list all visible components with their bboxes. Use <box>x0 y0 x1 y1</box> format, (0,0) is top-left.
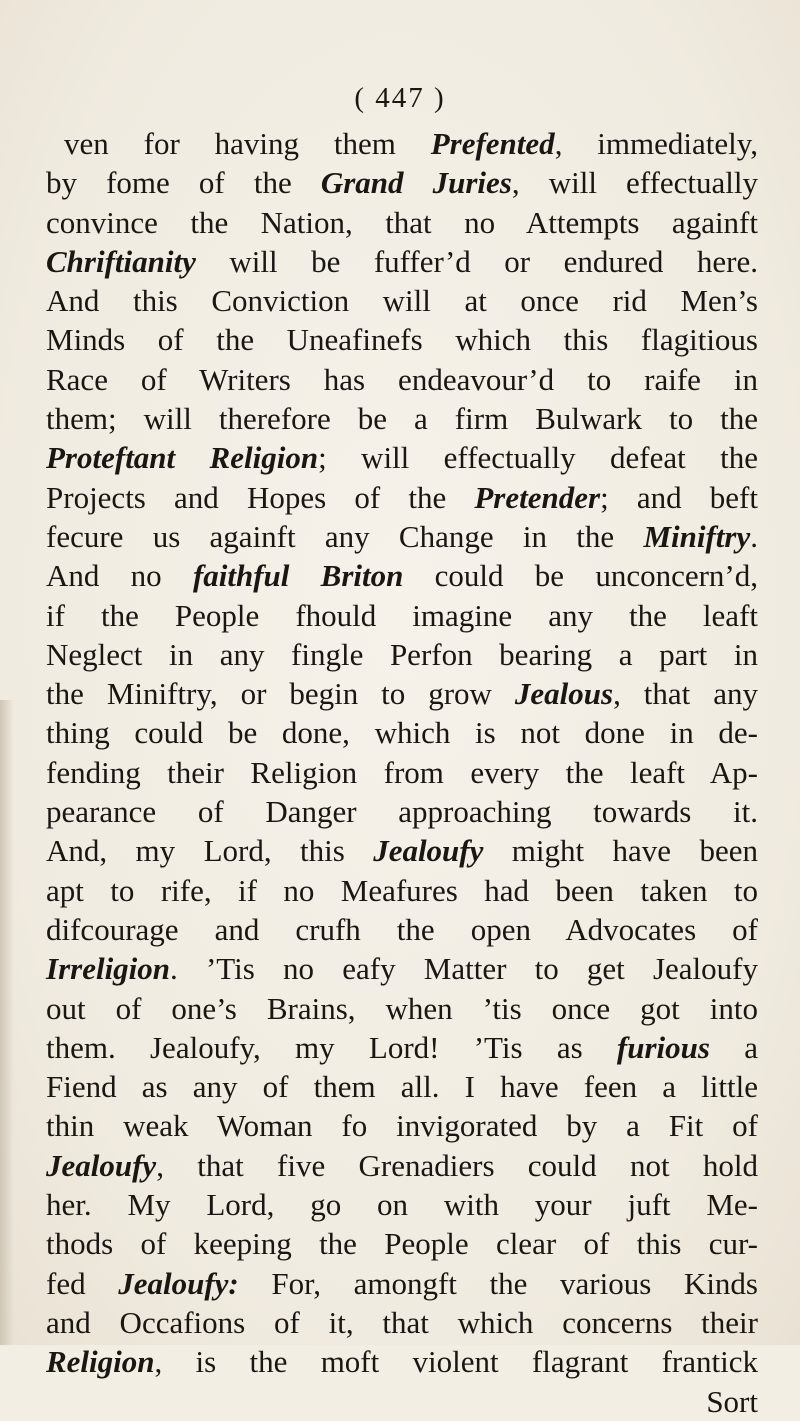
text-line <box>46 320 758 359</box>
text-run: , that five Grenadiers could not hold <box>156 1147 758 1183</box>
text-run: them; will therefore be a firm Bulwark to the <box>46 401 758 437</box>
text-run: fending their Religion from every the leaft Ap- <box>46 754 758 790</box>
italic-phrase: Jealoufy: <box>118 1265 239 1301</box>
text-run: the Miniftry, or begin to grow <box>46 676 515 712</box>
text-run: Projects and Hopes of the <box>46 479 475 515</box>
text-line <box>46 713 758 752</box>
text-line <box>46 831 758 870</box>
text-run: convince the Nation, that no Attempts againft <box>46 204 758 240</box>
text-run: ; will effectually defeat the <box>318 440 758 476</box>
text-line <box>46 478 758 517</box>
text-line <box>46 949 758 988</box>
page-edge-shadow <box>0 700 14 1345</box>
text-line <box>46 1067 758 1106</box>
text-run: , that any <box>613 676 758 712</box>
text-line <box>46 242 758 281</box>
italic-phrase: Jealoufy <box>373 833 484 869</box>
text-line <box>46 556 758 595</box>
page-number: ( 447 ) <box>354 82 446 114</box>
text-run: thin weak Woman fo invigorated by a Fit of <box>46 1108 758 1144</box>
text-line <box>46 163 758 202</box>
text-line <box>46 281 758 320</box>
text-run: , will effectually <box>511 165 759 201</box>
text-line <box>46 360 758 399</box>
text-run: fed <box>46 1265 119 1301</box>
italic-phrase: Chriftianity <box>46 243 196 279</box>
italic-phrase: Proteftant Religion <box>46 440 319 476</box>
text-run: out of one’s Brains, when ’tis once got into <box>46 990 758 1026</box>
text-line <box>46 596 758 635</box>
text-run: could be unconcern’d, <box>403 558 759 594</box>
text-line <box>46 910 758 949</box>
text-run: Neglect in any fingle Perfon bearing a part in <box>46 636 758 672</box>
text-line <box>46 438 758 477</box>
text-run: And no <box>46 558 193 594</box>
italic-phrase: Miniftry <box>643 518 751 554</box>
text-line <box>46 1028 758 1067</box>
text-run: . ’Tis no eafy Matter to get Jealoufy <box>170 951 758 987</box>
text-run: her. My Lord, go on with your juft Me- <box>46 1187 758 1223</box>
text-run: a <box>709 1029 758 1065</box>
text-run: ; and beft <box>600 479 758 515</box>
text-line <box>46 1106 758 1145</box>
text-line <box>46 753 758 792</box>
italic-phrase: Jealous <box>514 676 614 712</box>
text-run: , immediately, <box>554 126 758 161</box>
text-run: For, amongft the various Kinds <box>238 1265 758 1301</box>
text-line <box>46 1303 758 1342</box>
text-line <box>46 1342 758 1381</box>
text-run: pearance of Danger approaching towards it. <box>46 794 758 830</box>
italic-phrase: Jealoufy <box>46 1147 157 1183</box>
text-line <box>46 517 758 556</box>
text-run: will be fuffer’d or endured here. <box>195 243 758 279</box>
text-run: thods of keeping the People clear of this cur- <box>46 1226 758 1262</box>
italic-phrase: Prefented <box>430 126 555 161</box>
text-run: , is the moft violent flagrant frantick <box>154 1344 758 1380</box>
text-run: Race of Writers has endeavour’d to raife in <box>46 361 758 397</box>
text-line <box>46 1224 758 1263</box>
text-run: And this Conviction will at once rid Men’s <box>46 283 758 319</box>
text-run: ven for having them <box>64 126 431 161</box>
text-line <box>46 674 758 713</box>
text-run: apt to rife, if no Meafures had been taken to <box>46 872 758 908</box>
text-run: by fome of the <box>46 165 321 201</box>
text-line <box>46 635 758 674</box>
italic-phrase: furious <box>616 1029 710 1065</box>
text-run: And, my Lord, this <box>46 833 374 869</box>
italic-phrase: Pretender <box>474 479 601 515</box>
text-run: thing could be done, which is not done in de- <box>46 715 758 751</box>
italic-phrase: faithful Briton <box>192 558 404 594</box>
text-run: if the People fhould imagine any the leaft <box>46 597 758 633</box>
italic-phrase: Religion <box>46 1344 155 1380</box>
text-run: difcourage and crufh the open Advocates of <box>46 911 758 947</box>
text-line <box>46 399 758 438</box>
text-line <box>46 792 758 831</box>
italic-phrase: Irreligion <box>46 951 171 987</box>
text-run: Fiend as any of them all. I have feen a little <box>46 1069 758 1105</box>
text-line <box>46 1146 758 1185</box>
text-line <box>46 1264 758 1303</box>
italic-phrase: Grand Juries <box>320 165 512 201</box>
text-run: Sort <box>706 1383 758 1419</box>
text-run: and Occafions of it, that which concerns their <box>46 1304 758 1340</box>
text-run: Minds of the Uneafinefs which this flagitious <box>46 322 758 358</box>
text-line <box>46 871 758 910</box>
text-line <box>46 124 758 163</box>
text-run: them. Jealoufy, my Lord! ’Tis as <box>46 1029 617 1065</box>
text-line <box>46 1185 758 1224</box>
text-line <box>46 989 758 1028</box>
text-line <box>46 1382 758 1421</box>
text-run: might have been <box>483 833 758 869</box>
text-run: fecure us againft any Change in the <box>46 518 644 554</box>
text-line <box>46 203 758 242</box>
body-text <box>46 124 758 1421</box>
text-run: . <box>750 518 758 554</box>
